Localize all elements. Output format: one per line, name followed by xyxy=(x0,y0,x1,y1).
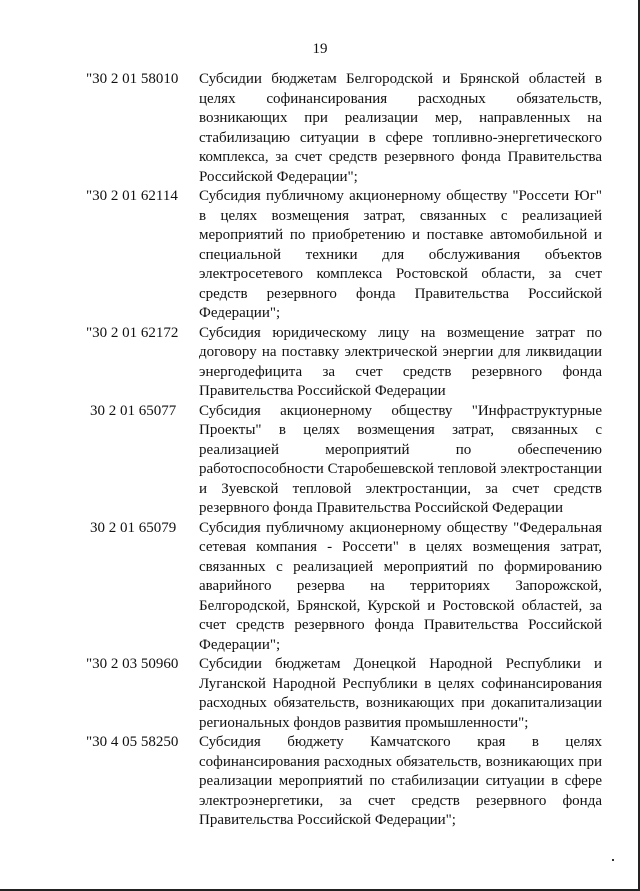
entry-30-2-03-50960 xyxy=(0,655,640,733)
entry-text: Субсидия юридическому лицу на возмещение затрат по договору на поставку электрической энергии для ликвидации энергодефицита за счет средств резервного фонда Правительства Российской Федерации xyxy=(199,324,602,399)
entry-code: "30 2 03 50960 xyxy=(86,656,179,672)
entry-30-2-01-65077 xyxy=(0,402,640,519)
entry-30-2-01-58010 xyxy=(0,70,640,187)
scan-speck xyxy=(612,859,614,861)
entries-list xyxy=(0,70,640,831)
entry-code: 30 2 01 65077 xyxy=(90,402,177,419)
entry-text: Субсидия бюджету Камчатского края в целях софинансирования расходных обязательств, возникающих при реализации мероприятий по стабилизации ситуации в сфере электроэнергетики, за счет средств резервного фонда Правительства Российской Федерации"; xyxy=(199,734,602,828)
entry-code: "30 2 01 58010 xyxy=(86,71,179,87)
entry-code: "30 2 01 62114 xyxy=(86,188,178,204)
entry-30-2-01-62114 xyxy=(0,187,640,324)
entry-code: "30 2 01 62172 xyxy=(86,324,179,341)
entry-text: Субсидия публичному акционерному обществу "Россети Юг" в целях возмещения затрат, связанных с реализацией мероприятий по приобретению и поставке автомобильной и специальной техники для обслуживания объектов электросетевого комплекса Ростовской области, за счет средств резервного фонда Правительства Российской Федерации"; xyxy=(199,188,602,321)
entry-text: Субсидии бюджетам Белгородской и Брянской областей в целях софинансирования расходных обязательств, возникающих при реализации мер, направленных на стабилизацию ситуации в сфере топливно-энергетического комплекса, за счет средств резервного фонда Правительства Российской Федерации"; xyxy=(199,71,602,185)
entry-code: 30 2 01 65079 xyxy=(90,519,177,536)
entry-text: Субсидия публичному акционерному обществу "Федеральная сетевая компания - Россети" в целях возмещения затрат, связанных с реализацией мероприятий по формированию аварийного резерва на территориях Запорожской, Белгородской, Брянской, Курской и Ростовской областей, за счет средств резервного фонда Правительства Российской Федерации"; xyxy=(199,519,602,653)
entry-code: "30 4 05 58250 xyxy=(86,734,179,750)
entry-text: Субсидии бюджетам Донецкой Народной Республики и Луганской Народной Республики в целях софинансирования расходных обязательств, возникающих при докапитализации региональных фондов развития промышленности"; xyxy=(199,656,602,731)
entry-30-4-05-58250 xyxy=(0,733,640,831)
page-number: 19 xyxy=(312,41,328,57)
entry-30-2-01-65079 xyxy=(0,519,640,656)
entry-30-2-01-62172 xyxy=(0,324,640,402)
entry-text: Субсидия акционерному обществу "Инфраструктурные Проекты" в целях возмещения затрат, связанных с реализацией мероприятий по обеспечению работоспособности Старобешевской тепловой электростанции и Зуевской тепловой электростанции, за счет средств резервного фонда Правительства Российской Федерации xyxy=(199,402,602,516)
